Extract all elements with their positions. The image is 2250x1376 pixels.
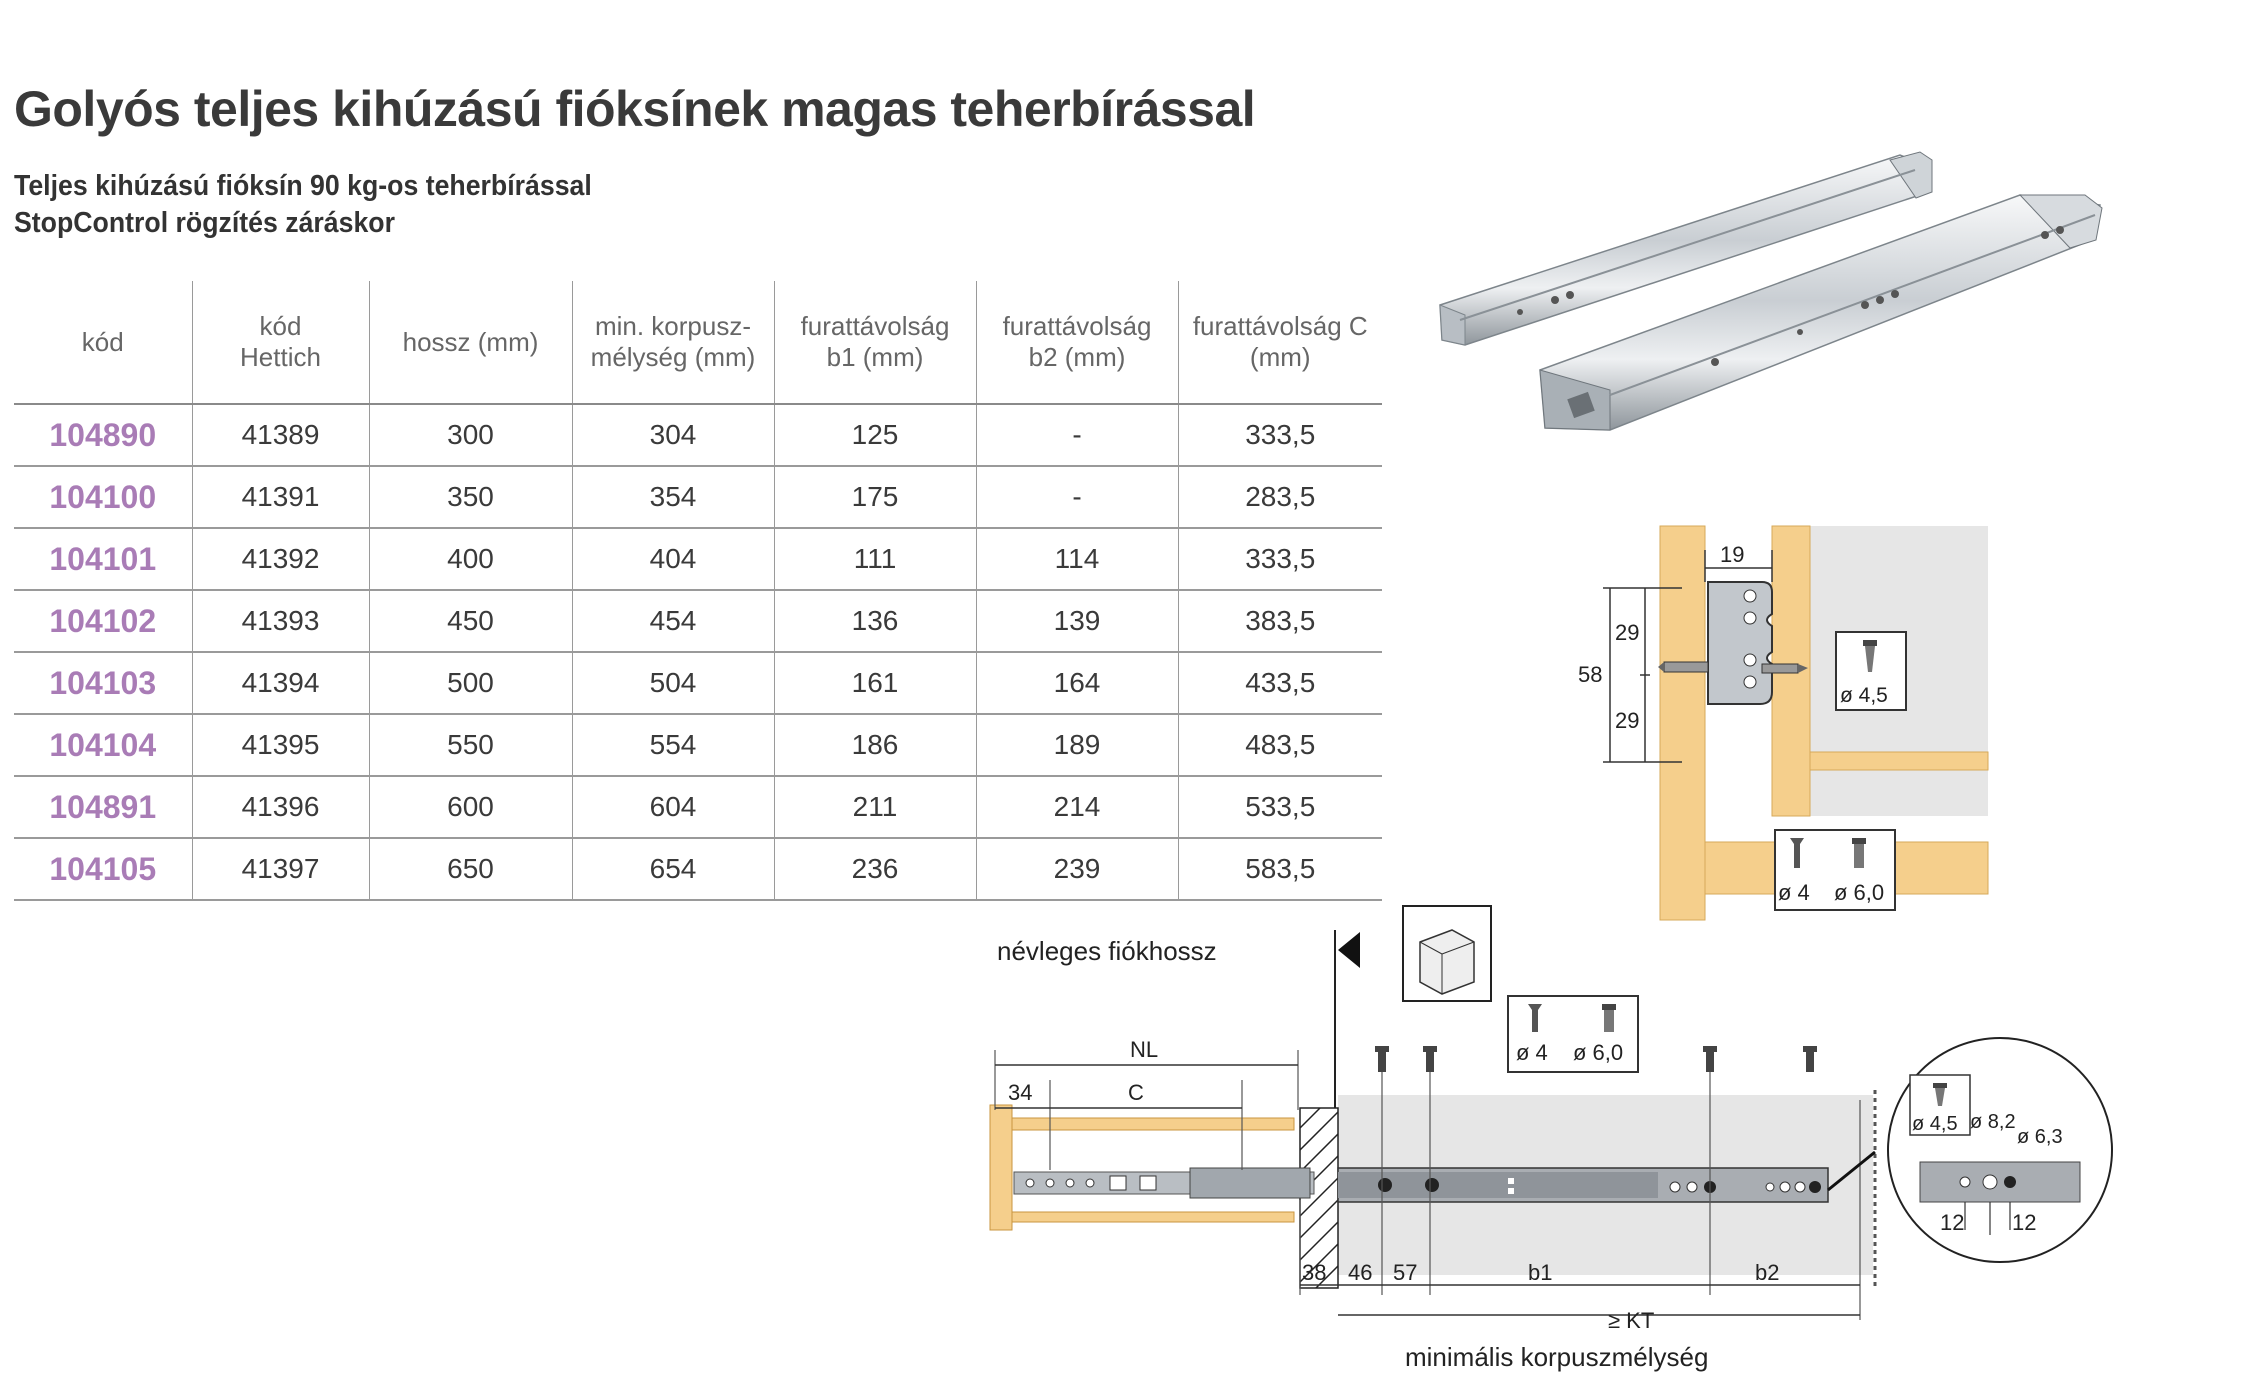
table-row (14, 590, 1382, 652)
product-code: 104891 (14, 776, 192, 838)
b1-cell: 125 (774, 404, 976, 466)
screw-label-4-5: ø 4,5 (1840, 684, 1888, 707)
col-header-b1: furattávolság b1 (mm) (774, 281, 976, 404)
reference-arrow-icon (1338, 932, 1360, 968)
c-cell: 583,5 (1178, 838, 1382, 900)
table-header-row (14, 281, 1382, 404)
dim-29-bottom: 29 (1615, 708, 1640, 733)
product-code: 104101 (14, 528, 192, 590)
detail-dim-12-right: 12 (2012, 1210, 2037, 1235)
b1-cell: 136 (774, 590, 976, 652)
table-row (14, 528, 1382, 590)
length-cell: 400 (369, 528, 572, 590)
col-header-length: hossz (mm) (369, 281, 572, 404)
length-cell: 550 (369, 714, 572, 776)
drawer-rail-icon (1014, 1168, 1314, 1198)
detail-label-8-2: ø 8,2 (1970, 1111, 2016, 1133)
product-code: 104103 (14, 652, 192, 714)
b2-cell: 164 (976, 652, 1178, 714)
hettich-code: 41397 (192, 838, 369, 900)
subtitle-stopcontrol: StopControl rögzítés záráskor (14, 207, 395, 239)
dim-kt: ≥ KT (1608, 1308, 1655, 1333)
length-cell: 450 (369, 590, 572, 652)
cabinet-rail-icon (1338, 1168, 1828, 1202)
min-depth-cell: 354 (572, 466, 774, 528)
b2-cell: 239 (976, 838, 1178, 900)
length-cell: 300 (369, 404, 572, 466)
nominal-length-label: névleges fiókhossz (997, 936, 1217, 966)
c-cell: 533,5 (1178, 776, 1382, 838)
b2-cell: 114 (976, 528, 1178, 590)
b1-cell: 211 (774, 776, 976, 838)
min-depth-cell: 604 (572, 776, 774, 838)
hole-label-6: ø 6,0 (1834, 880, 1885, 905)
col-header-hettich-code: kód Hettich (192, 281, 369, 404)
dim-34: 34 (1008, 1080, 1033, 1105)
detail-dim-12-left: 12 (1940, 1210, 1965, 1235)
spec-table (14, 281, 1382, 901)
min-depth-label: minimális korpuszmélység (1405, 1342, 1709, 1372)
min-depth-cell: 654 (572, 838, 774, 900)
col-header-b2: furattávolság b2 (mm) (976, 281, 1178, 404)
b1-cell: 161 (774, 652, 976, 714)
cabinet-box-icon (1420, 930, 1474, 994)
rail-profile-icon (1708, 582, 1772, 704)
dim-58: 58 (1578, 662, 1603, 687)
subtitle-load: Teljes kihúzású fióksín 90 kg-os teherbírással (14, 170, 592, 202)
b2-cell: - (976, 466, 1178, 528)
front-slide-icon (1540, 195, 2102, 430)
c-cell: 483,5 (1178, 714, 1382, 776)
c-cell: 433,5 (1178, 652, 1382, 714)
product-code: 104104 (14, 714, 192, 776)
hettich-code: 41394 (192, 652, 369, 714)
hettich-code: 41389 (192, 404, 369, 466)
dim-c: C (1128, 1080, 1144, 1105)
b2-cell: 214 (976, 776, 1178, 838)
hettich-code: 41393 (192, 590, 369, 652)
c-cell: 383,5 (1178, 590, 1382, 652)
side-label-6: ø 6,0 (1573, 1040, 1624, 1065)
hole-label-4: ø 4 (1778, 880, 1810, 905)
product-code: 104105 (14, 838, 192, 900)
min-depth-cell: 304 (572, 404, 774, 466)
table-row (14, 776, 1382, 838)
product-code: 104100 (14, 466, 192, 528)
dim-38: 38 (1302, 1260, 1327, 1285)
b1-cell: 236 (774, 838, 976, 900)
cross-section-drawing (1560, 520, 1990, 920)
dim-b2: b2 (1755, 1260, 1780, 1285)
dim-19: 19 (1720, 542, 1745, 567)
hettich-code: 41392 (192, 528, 369, 590)
b2-cell: 139 (976, 590, 1178, 652)
screw-6-icon (1852, 838, 1866, 868)
min-depth-cell: 504 (572, 652, 774, 714)
side-screw-6-icon (1602, 1004, 1616, 1032)
min-depth-cell: 554 (572, 714, 774, 776)
slides-photo (1420, 140, 2180, 450)
b1-cell: 186 (774, 714, 976, 776)
detail-label-4-5: ø 4,5 (1912, 1113, 1958, 1135)
hettich-code: 41396 (192, 776, 369, 838)
dim-b1: b1 (1528, 1260, 1553, 1285)
min-depth-cell: 454 (572, 590, 774, 652)
detail-label-6-3: ø 6,3 (2017, 1126, 2063, 1148)
hettich-code: 41391 (192, 466, 369, 528)
table-row (14, 838, 1382, 900)
table-row (14, 466, 1382, 528)
hettich-code: 41395 (192, 714, 369, 776)
min-depth-cell: 404 (572, 528, 774, 590)
c-cell: 333,5 (1178, 404, 1382, 466)
b2-cell: 189 (976, 714, 1178, 776)
length-cell: 650 (369, 838, 572, 900)
product-code: 104890 (14, 404, 192, 466)
length-cell: 600 (369, 776, 572, 838)
b2-cell: - (976, 404, 1178, 466)
side-view-drawing (980, 900, 2155, 1376)
c-cell: 283,5 (1178, 466, 1382, 528)
product-code: 104102 (14, 590, 192, 652)
col-header-c: furattávolság C (mm) (1178, 281, 1382, 404)
dim-46: 46 (1348, 1260, 1373, 1285)
table-row (14, 404, 1382, 466)
dim-29-top: 29 (1615, 620, 1640, 645)
b1-cell: 111 (774, 528, 976, 590)
screw-left-icon (1658, 662, 1708, 672)
table-row (14, 714, 1382, 776)
page-title: Golyós teljes kihúzású fióksínek magas teherbírással (14, 81, 1256, 137)
b1-cell: 175 (774, 466, 976, 528)
c-cell: 333,5 (1178, 528, 1382, 590)
col-header-code: kód (14, 281, 192, 404)
length-cell: 500 (369, 652, 572, 714)
length-cell: 350 (369, 466, 572, 528)
table-row (14, 652, 1382, 714)
dim-nl: NL (1130, 1037, 1159, 1062)
dim-57: 57 (1393, 1260, 1418, 1285)
col-header-min-depth: min. korpusz- mélység (mm) (572, 281, 774, 404)
side-label-4: ø 4 (1516, 1040, 1548, 1065)
